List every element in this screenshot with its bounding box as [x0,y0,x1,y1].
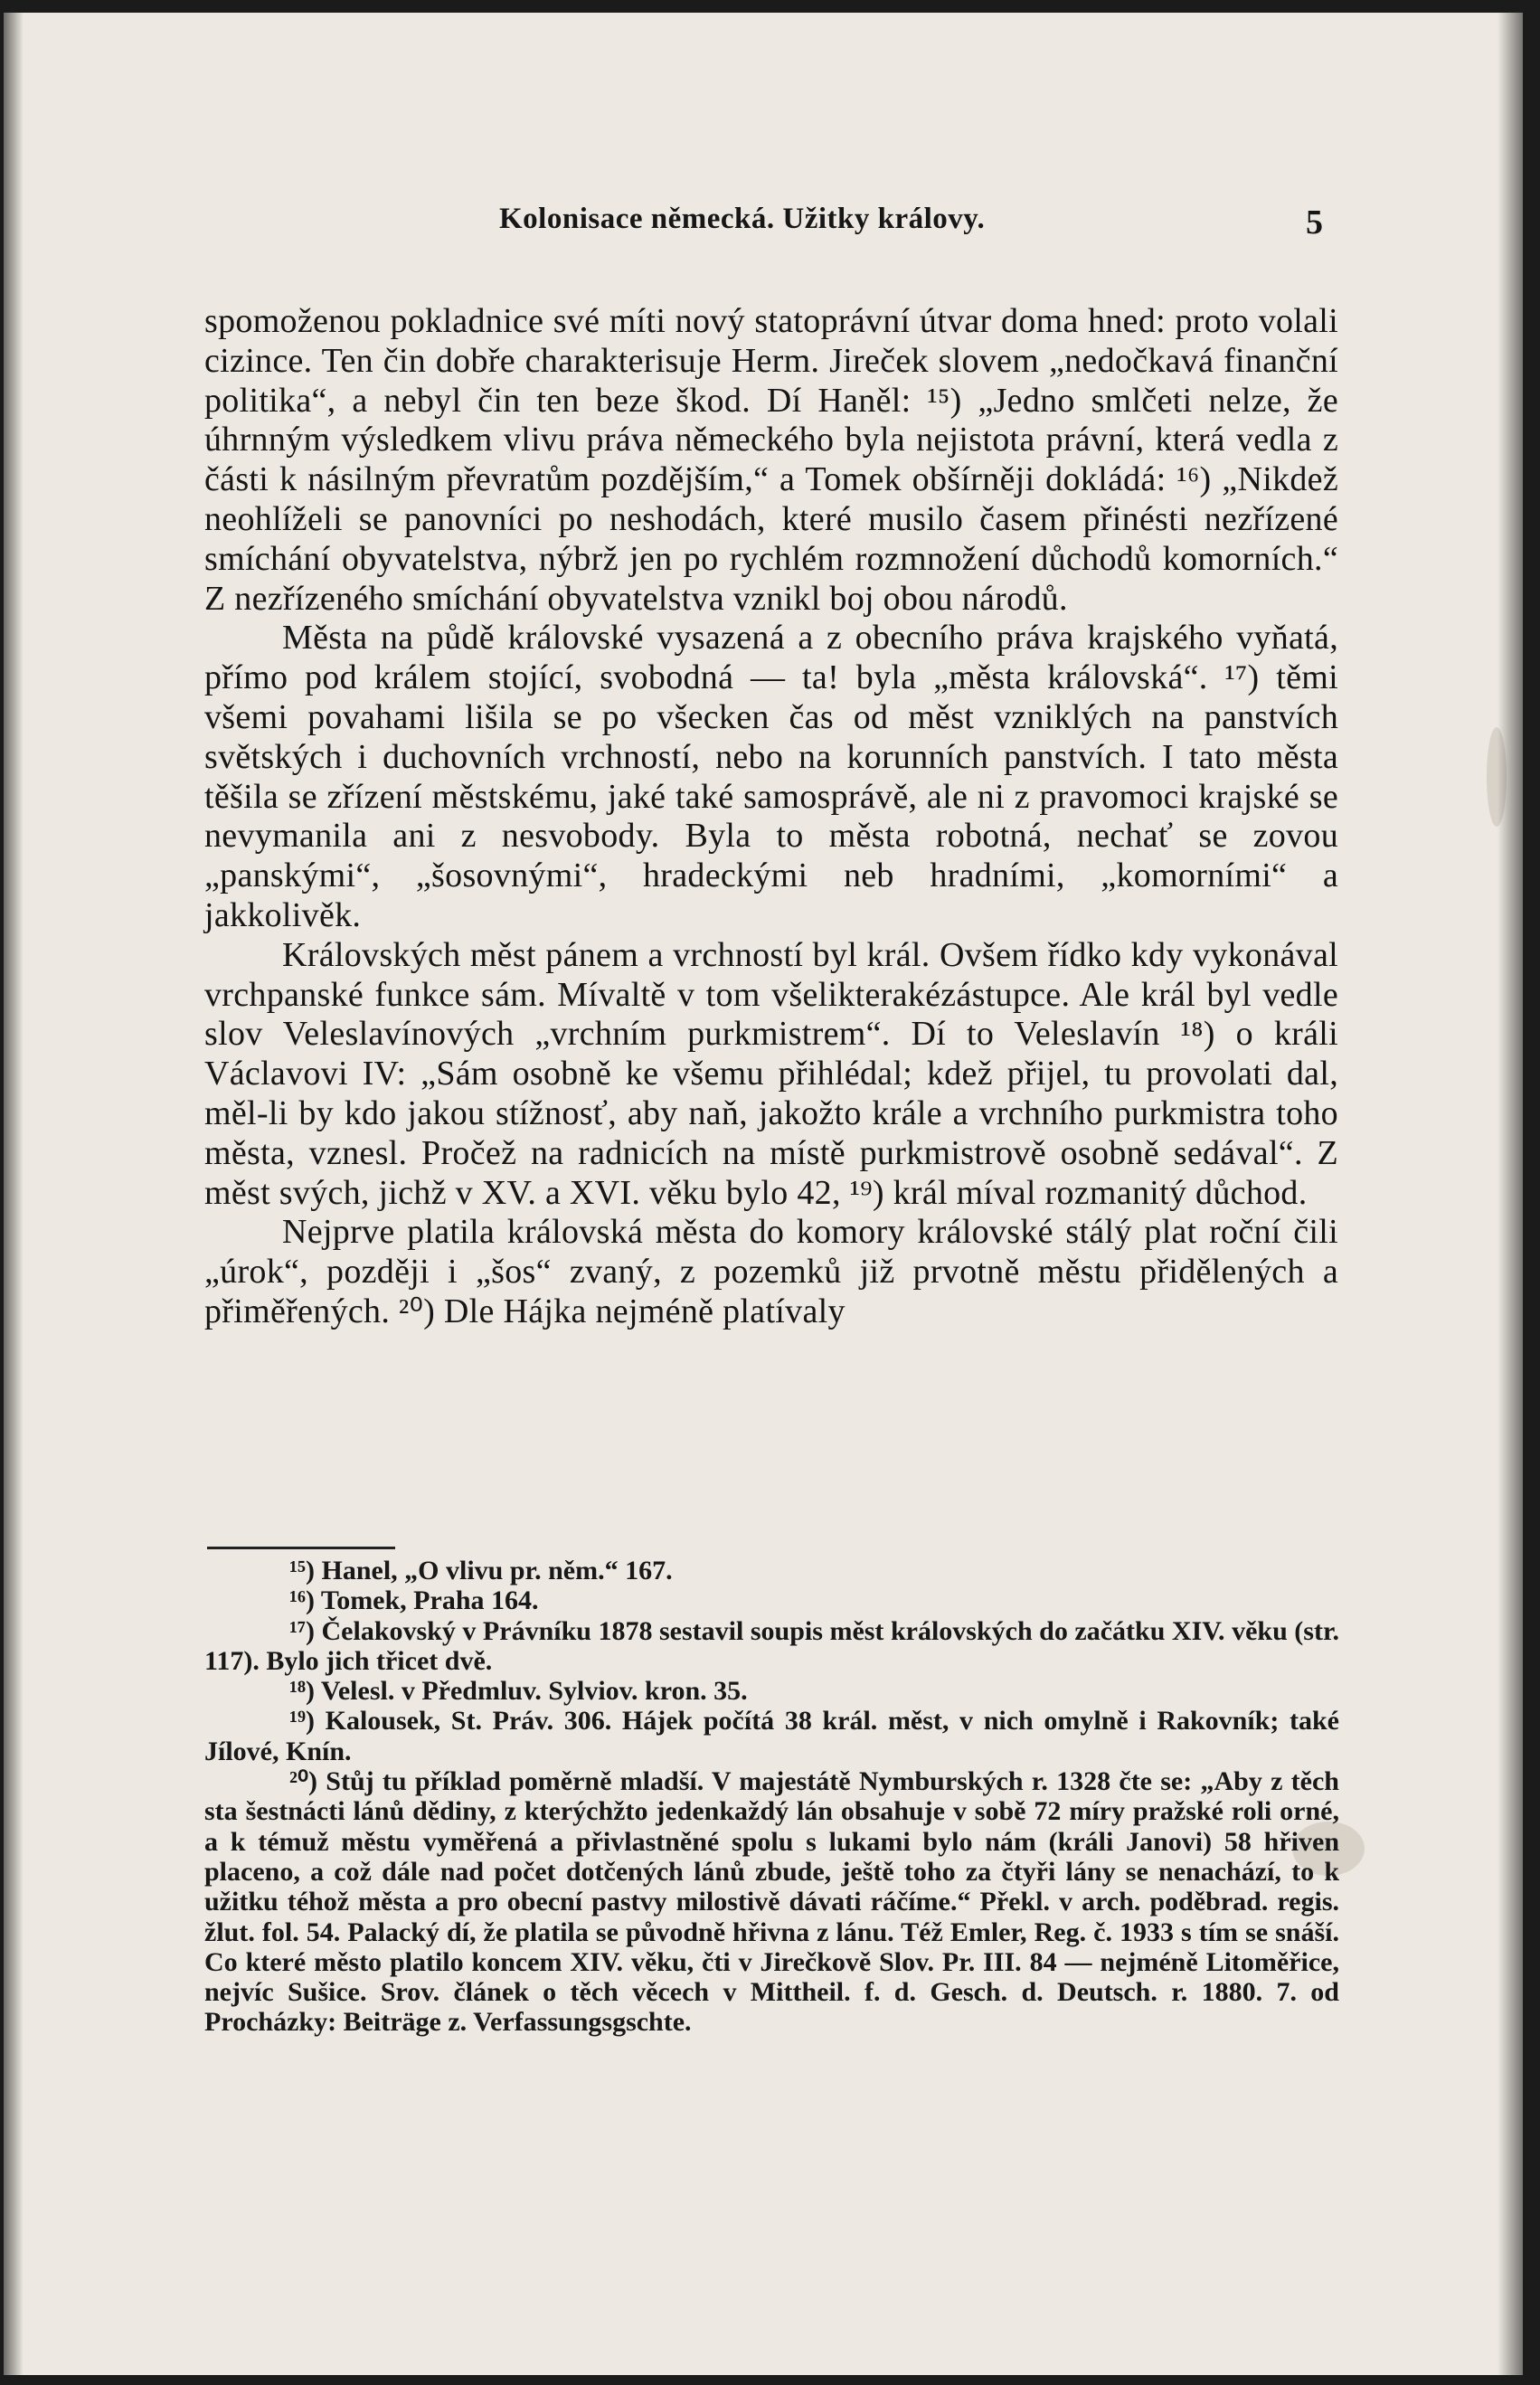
footnote: ¹⁶) Tomek, Praha 164. [289,1585,539,1616]
footnote: ¹⁸) Velesl. v Předmluv. Sylviov. kron. 35. [289,1676,748,1707]
paragraph: Města na půdě královské vysazená a z obecního práva krajského vyňatá, přímo pod králem stojící, svobodná — ta! byla „města královská“. ¹⁷) těmi všemi povahami lišila se po všecken čas od měst vzniklých na panstvích světských i duchovních vrchností, nebo na korunních panstvích. I tato města těšila se zřízení městskému, jaké také samosprávě, ale ni z pravomoci krajské se nevymanila ani z nesvobody. Byla to města robotná, nechať se zovou „panskými“, „šosovnými“, hradeckými neb hradními, „komorními“ a jakkolivěk. [204,619,1338,934]
page-number: 5 [1306,203,1323,241]
footnote-divider [207,1547,395,1549]
footnote: ¹⁵) Hanel, „O vlivu pr. něm.“ 167. [289,1556,673,1585]
running-header [4,203,1523,257]
stain [1487,727,1507,827]
main-text [204,302,1338,1332]
footnotes [204,1556,1339,2038]
book-page [4,13,1523,2375]
paragraph: Nejprve platila královská města do komory královské stálý plat roční čili „úrok“, později i „šos“ zvaný, z pozemků již prvotně městu přidělených a přiměřených. ²⁰) Dle Hájka nejméně platívaly [204,1213,1338,1330]
header-title: Kolonisace německá. Užitky královy. [499,203,986,235]
footnote: ²⁰) Stůj tu příklad poměrně mladší. V majestátě Nymburských r. 1328 čte se: „Aby z těch sta šestnácti lánů dědiny, z kterýchžto jedenkaždý lán obsahuje v sobě 72 míry pražské roli orné, a k témuž městu vyměřená a přivlastněné spolu s lukami bylo nám (králi Janovi) 58 hřiven placeno, a což dále nad počet dotčených lánů zbude, ještě toho za čtyři lány se nenachází, to k užitku téhož města a pro obecní pastvy milostivě dávati ráčíme.“ Překl. v arch. poděbrad. regis. žlut. fol. 54. Palacký dí, že platila se původně hřivna z lánu. Též Emler, Reg. č. 1933 s tím se snáší. Co které město platilo koncem XIV. věku, čti v Jirečkově Slov. Pr. III. 84 — nejméně Litoměřice, nejvíc Sušice. Srov. článek o těch věcech v Mittheil. f. d. Gesch. d. Deutsch. r. 1880. 7. od Procházky: Beiträge z. Verfassungsgschte. [204,1766,1339,2038]
paragraph: spomoženou pokladnice své míti nový statoprávní útvar doma hned: proto volali cizince. Ten čin dobře charakterisuje Herm. Jireček slovem „nedočkavá finanční politika“, a nebyl čin ten beze škod. Dí Haněl: ¹⁵) „Jedno smlčeti nelze, že úhrnným výsledkem vlivu práva německého byla nejistota právní, která vedla z části k násilným převratům pozdějším,“ a Tomek obšírněji dokládá: ¹⁶) „Nikdež neohlíželi se panovníci po neshodách, které musilo časem přinésti nezřízené smíchání obyvatelstva, nýbrž jen po rychlém rozmnožení důchodů komorních.“ Z nezřízeného smíchání obyvatelstva vznikl boj obou národů. [204,302,1338,618]
footnote: ¹⁹) Kalousek, St. Práv. 306. Hájek počítá 38 král. měst, v nich omylně i Rakovník; také Jílové, Knín. [204,1706,1339,1766]
footnote: ¹⁷) Čelakovský v Právníku 1878 sestavil soupis měst královských do začátku XIV. věku (str. 117). Bylo jich třicet dvě. [204,1615,1339,1676]
paragraph: Královských měst pánem a vrchností byl král. Ovšem řídko kdy vykonával vrchpanské funkce sám. Mívaltě v tom všelikterakézástupce. Ale král byl vedle slov Veleslavínových „vrchním purkmistrem“. Dí to Veleslavín ¹⁸) o králi Václavovi IV: „Sám osobně ke všemu přihlédal; kdež přijel, tu provolati dal, měl-li by kdo jakou stížnosť, aby naň, jakožto krále a vrchního purkmistra toho města, vznesl. Pročež na radnicích na místě purkmistrově osobně sedával“. Z měst svých, jichž v XV. a XVI. věku bylo 42, ¹⁹) král míval rozmanitý důchod. [204,935,1338,1212]
